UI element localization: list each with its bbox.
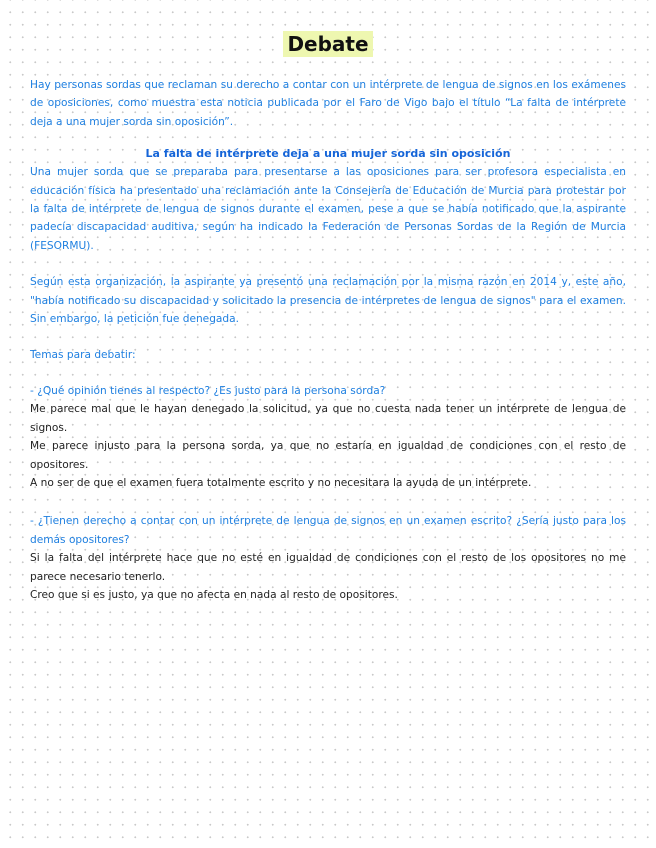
question-block-1: [30, 382, 626, 492]
answer-2-2: Creo que si es justo, ya que no afecta en nada al resto de opositores.: [30, 588, 398, 601]
question-1: - ¿Qué opinión tienes al respecto? ¿Es justo para la persona sorda?: [30, 384, 386, 397]
question-block-2: [30, 512, 626, 604]
intro-paragraph: Hay personas sordas que reclaman su derecho a contar con un intérprete de lengua de signos en los exámenes de oposiciones, como muestra esta noticia publicada por el Faro de Vigo bajo el título “La falta de intérprete deja a una mujer sorda sin oposición”.: [30, 79, 626, 128]
answer-1-1: Me parece mal que le hayan denegado la solicitud, ya que no cuesta nada tener un intérprete de lengua de signos.: [30, 403, 626, 434]
title-container: [30, 31, 626, 59]
answer-1-3: A no ser de que el examen fuera totalmente escrito y no necesitara la ayuda de un intérprete.: [30, 476, 532, 489]
question-2: - ¿Tienen derecho a contar con un intérprete de lengua de signos en un examen escrito? ¿Sería justo para los demás opositores?: [30, 515, 626, 546]
news-paragraph-2: Según esta organización, la aspirante ya presentó una reclamación por la misma razón en 2014 y, este año, "había notificado su discapacidad y solicitado la presencia de intérpretes de lengua de signos" para el examen. Sin embargo, la petición fue denegada.: [30, 276, 626, 326]
answer-2-1: Si la falta del intérprete hace que no esté en igualdad de condiciones con el resto de los opositores no me parece necesario tenerlo.: [30, 552, 626, 583]
document-page: [30, 0, 626, 604]
topics-label: Temas para debatir:: [30, 349, 136, 362]
news-paragraph-1: Una mujer sorda que se preparaba para presentarse a las oposiciones para ser profesora especialista en educación física ha presentado una reclamación ante la Consejería de Educación de Murcia para protestar por la falta de intérprete de lengua de signos durante el examen, pese a que se había notificado que la aspirante padecía discapacidad auditiva, según ha indicado la Federación de Personas Sordas de la Región de Murcia (FESORMU).: [30, 166, 626, 252]
page-title: Debate: [283, 31, 372, 57]
news-headline: La falta de intérprete deja a una mujer sorda sin oposición: [145, 147, 511, 161]
answer-1-2: Me parece injusto para la persona sorda, ya que no estaría en igualdad de condiciones con el resto de opositores.: [30, 440, 626, 471]
